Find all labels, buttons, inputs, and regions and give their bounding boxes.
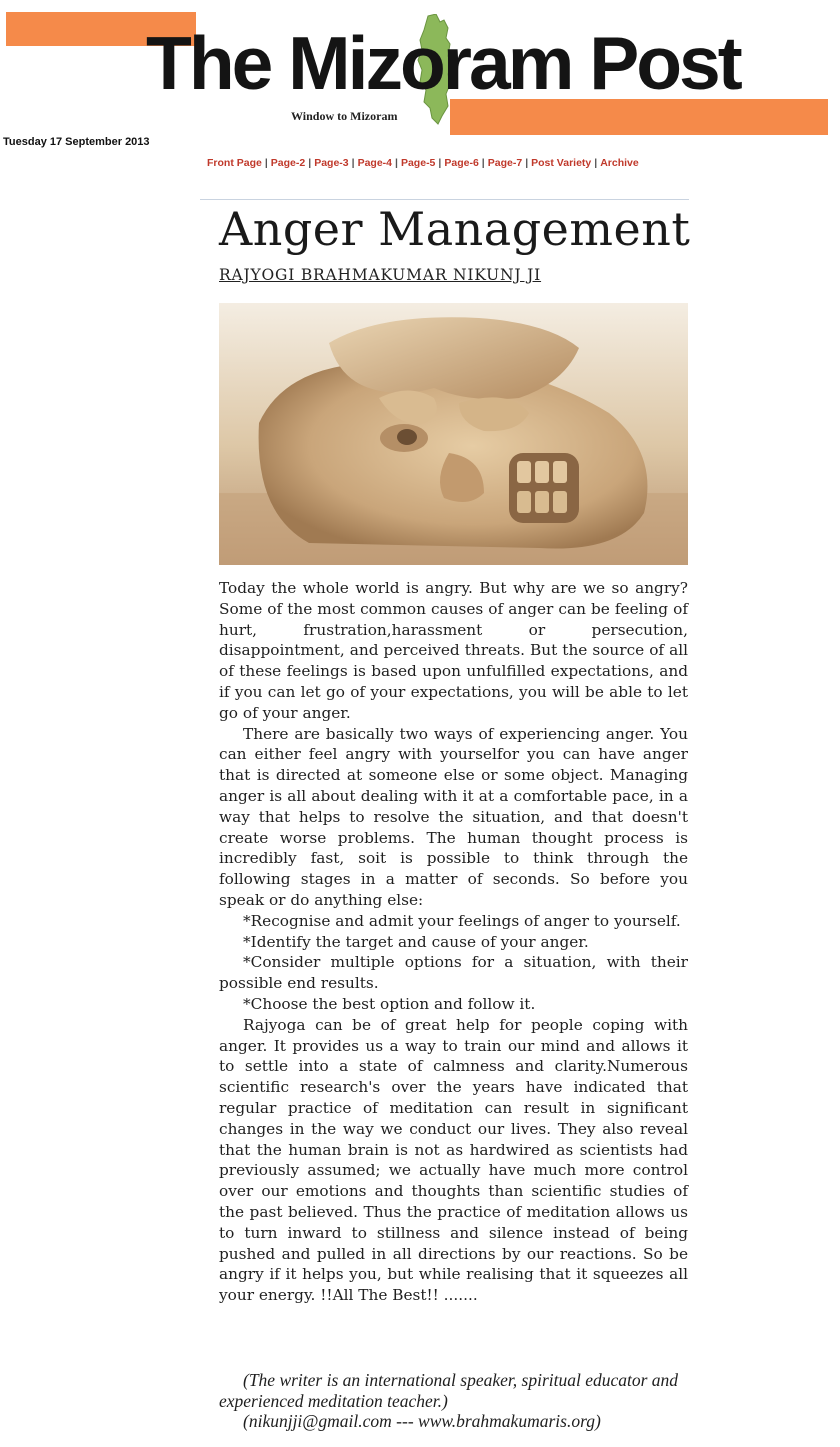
article-paragraph: Rajyoga can be of great help for people coping with anger. It provides us a way to train our mind and allows it to settle into a state of calmness and clarity.Numerous scientific research's over the years have indicated that regular practice of meditation can result in significant changes in the way we conduct our lives. They also reveal that the human brain is not as hardwired as scientists had previously assumed; we actually have much more control over our emotions and thoughts than scientific studies of the past believed. Thus the practice of meditation allows us to turn inward to stillness and silence instead of being pushed and pulled in all directions by our reactions. So be angry if it helps you, but while realising that it squeezes all your energy. !!All The Best!! ....... [219, 1015, 688, 1305]
nav-page-7[interactable]: Page-7 [487, 157, 523, 169]
article-paragraph: There are basically two ways of experiencing anger. You can either feel angry with yourselfor you can have anger that is directed at someone else or some object. Managing anger is all about dealing with it at a comfortable pace, in a way that helps to resolve the situation, and that doesn't create worse problems. The human thought process is incredibly fast, soit is possible to think through the following stages in a matter of seconds. So before you speak or do anything else: [219, 724, 688, 909]
nav-separator: | [395, 157, 398, 169]
nav-separator: | [264, 157, 268, 169]
article-byline: RAJYOGI BRAHMAKUMAR NIKUNJ JI [219, 266, 542, 284]
article-list-item: *Choose the best option and follow it. [243, 994, 536, 1013]
nav-post-variety[interactable]: Post Variety [531, 157, 592, 169]
article-list-item: *Identify the target and cause of your anger. [243, 932, 589, 951]
title-divider [200, 199, 689, 200]
article-body [219, 578, 688, 1306]
nav-page-2[interactable]: Page-2 [270, 157, 306, 169]
nav-separator: | [438, 157, 442, 169]
sand-sculpture-photo [219, 303, 688, 565]
nav-separator: | [594, 157, 598, 169]
article-paragraph: Today the whole world is angry. But why are we so angry? Some of the most common causes of anger can be feeling of hurt, frustration,harassment or persecution, disappointment, and perceived threats. But the source of all of these feelings is based upon unfulfilled expectations, and if you can let go of your expectations, you will be able to let go of your anger. [219, 579, 688, 722]
nav-page-6[interactable]: Page-6 [444, 157, 479, 169]
masthead-tagline: Window to Mizoram [291, 109, 398, 123]
nav-separator: | [481, 157, 485, 169]
nav-page-4[interactable]: Page-4 [357, 157, 393, 169]
nav-archive[interactable]: Archive [600, 157, 639, 169]
author-contact: (nikunjji@gmail.com --- www.brahmakumaris.org) [243, 1411, 601, 1431]
author-note [219, 1370, 689, 1432]
masthead-title: The Mizoram Post [146, 21, 740, 105]
issue-date: Tuesday 17 September 2013 [3, 136, 150, 148]
nav-separator: | [351, 157, 355, 169]
nav-page-5[interactable]: Page-5 [400, 157, 436, 169]
article-list-item: *Consider multiple options for a situation, with their possible end results. [219, 953, 688, 993]
nav-front-page[interactable]: Front Page [207, 157, 262, 169]
page-navigation [207, 157, 639, 169]
nav-separator: | [308, 157, 312, 169]
author-bio: (The writer is an international speaker, spiritual educator and experienced meditation teacher.) [219, 1370, 679, 1411]
article-title: Anger Management [219, 202, 691, 256]
article-list-item: *Recognise and admit your feelings of anger to yourself. [243, 911, 681, 930]
nav-page-3[interactable]: Page-3 [314, 157, 349, 169]
nav-separator: | [525, 157, 529, 169]
